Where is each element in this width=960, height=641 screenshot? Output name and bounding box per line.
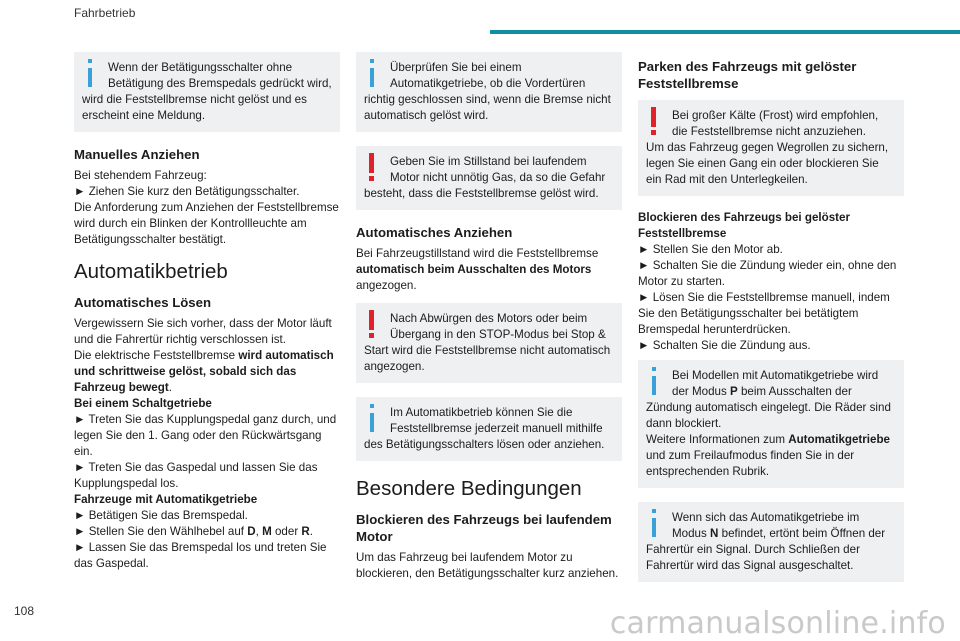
subheading: Fahrzeuge mit Automatikgetriebe [74, 493, 258, 506]
bold-text: N [710, 527, 719, 540]
text-run: . [309, 525, 314, 538]
info-text-line: Feststellbremse jederzeit manuell mithilfe [390, 422, 603, 435]
warning-icon [366, 153, 378, 181]
info-text-line: Wenn sich das Automatikgetriebe im [672, 511, 860, 524]
info-text: Fahrertür ein Signal. Durch Schließen der Fahrertür wird das Signal ausgeschaltet. [646, 543, 860, 572]
info-text-line: Im Automatikbetrieb können Sie die [390, 406, 573, 419]
info-text: des Betätigungsschalters lösen oder anziehen. [364, 438, 605, 451]
info-icon [366, 59, 378, 87]
info-text-line: Automatikgetriebe, ob die Vordertüren [390, 77, 586, 90]
warning-text-line: die Feststellbremse nicht anzuziehen. [672, 125, 866, 138]
warning-box [356, 303, 622, 383]
instruction-step: ► Ziehen Sie kurz den Betätigungsschalter. [74, 185, 300, 198]
instruction-step: ► Stellen Sie den Motor ab. [638, 243, 783, 256]
instruction-step: ► Betätigen Sie das Bremspedal. [74, 509, 248, 522]
info-text-line [646, 384, 896, 400]
page-number: 108 [14, 604, 35, 618]
paragraph: Bei stehendem Fahrzeug: [74, 169, 207, 182]
warning-text: Start wird die Feststellbremse nicht automatisch angezogen. [364, 344, 611, 373]
text-run: angezogen. [356, 279, 417, 292]
warning-box [356, 146, 622, 210]
warning-text-line: Bei großer Kälte (Frost) wird empfohlen, [672, 109, 879, 122]
paragraph [356, 246, 622, 294]
paragraph: Vergewissern Sie sich vorher, dass der Motor läuft und die Fahrertür richtig verschlossen ist. [74, 317, 332, 346]
text-run: und zum Freilaufmodus finden Sie in der entsprechenden Rubrik. [646, 449, 855, 478]
subheading: Bei einem Schaltgetriebe [74, 397, 212, 410]
instruction-step [74, 524, 340, 540]
bold-text: D [247, 525, 256, 538]
bold-text: automatisch beim Ausschalten des Motors [356, 263, 592, 276]
column-right [638, 52, 904, 596]
column-left [74, 52, 340, 572]
subheading: Blockieren des Fahrzeugs bei gelöster Feststellbremse [638, 211, 850, 240]
bold-text: P [730, 385, 738, 398]
info-box [74, 52, 340, 132]
paragraph: Um das Fahrzeug bei laufendem Motor zu blockieren, den Betätigungsschalter kurz anziehen. [356, 551, 619, 580]
text-run: Weitere Informationen zum [646, 433, 789, 446]
warning-text-line: Geben Sie im Stillstand bei laufendem [390, 155, 587, 168]
info-box [638, 360, 904, 488]
text-run: beim Ausschalten der [737, 385, 852, 398]
info-icon [84, 59, 96, 87]
paragraph [74, 348, 340, 396]
warning-text-line: Übergang in den STOP-Modus bei Stop & [390, 328, 606, 341]
text-run: . [168, 381, 172, 394]
info-text-line: Betätigung des Bremspedals gedrückt wird, [108, 77, 332, 90]
info-icon [366, 404, 378, 432]
warning-text: Um das Fahrzeug gegen Wegrollen zu sichern, legen Sie einen Gang ein oder blockieren Sie ein Rad mit den Unterlegkeilen. [646, 141, 889, 186]
bold-text: wird automatisch und schrittweise gelöst, sobald sich das Fahrzeug bewegt [74, 349, 334, 394]
text-run: , [255, 525, 263, 538]
header-accent-bar [490, 30, 960, 34]
text-run: ► Stellen Sie den Wählhebel auf [74, 525, 248, 538]
paragraph: Die Anforderung zum Anziehen der Feststellbremse wird durch ein Blinken der Kontrollleuchte am Betätigungsschalter bestätigt. [74, 201, 339, 246]
chapter-heading: Besondere Bedingungen [356, 477, 582, 500]
warning-text: besteht, dass die Feststellbremse gelöst wird. [364, 187, 599, 200]
info-text-line: Bei Modellen mit Automatikgetriebe wird [672, 369, 879, 382]
header-section-label: Fahrbetrieb [74, 6, 136, 20]
instruction-step: ► Lassen Sie das Bremspedal los und treten Sie das Gaspedal. [74, 541, 327, 570]
section-heading: Automatisches Lösen [74, 295, 212, 310]
info-text-line [646, 526, 896, 542]
instruction-step: ► Lösen Sie die Feststellbremse manuell, indem Sie den Betätigungsschalter bei betätigtem Bremspedal herunterdrücken. [638, 291, 890, 336]
text-run: Die elektrische Feststellbremse [74, 349, 239, 362]
watermark: carmanualsonline.info [609, 606, 946, 641]
warning-text-line: Motor nicht unnötig Gas, da so die Gefahr [390, 171, 606, 184]
info-text: richtig geschlossen sind, wenn die Bremse nicht automatisch gelöst wird. [364, 93, 611, 122]
info-icon [648, 509, 660, 537]
text-run: oder [271, 525, 302, 538]
info-text: wird die Feststellbremse nicht gelöst und es erscheint eine Meldung. [82, 93, 307, 122]
section-heading: Parken des Fahrzeugs mit gelöster Feststellbremse [638, 59, 857, 91]
instruction-step: ► Schalten Sie die Zündung wieder ein, ohne den Motor zu starten. [638, 259, 897, 288]
warning-text-line: Nach Abwürgen des Motors oder beim [390, 312, 588, 325]
info-icon [648, 367, 660, 395]
chapter-heading: Automatikbetrieb [74, 260, 228, 283]
info-box [356, 397, 622, 461]
info-text-line: Wenn der Betätigungsschalter ohne [108, 61, 293, 74]
info-text: Zündung automatisch eingelegt. Die Räder sind dann blockiert. [646, 401, 891, 430]
text-run: der Modus [672, 385, 730, 398]
instruction-step: ► Schalten Sie die Zündung aus. [638, 339, 811, 352]
bold-text: R [301, 525, 310, 538]
bold-text: Automatikgetriebe [788, 433, 890, 446]
section-heading: Blockieren des Fahrzeugs bei laufendem Motor [356, 512, 612, 544]
info-box [638, 502, 904, 582]
info-text-line: Überprüfen Sie bei einem [390, 61, 522, 74]
warning-box [638, 100, 904, 196]
info-text [646, 432, 896, 480]
text-run: Modus [672, 527, 711, 540]
section-heading: Automatisches Anziehen [356, 225, 513, 240]
warning-icon [366, 310, 378, 338]
text-run: Bei Fahrzeugstillstand wird die Feststellbremse [356, 247, 599, 260]
instruction-step: ► Treten Sie das Kupplungspedal ganz durch, und legen Sie den 1. Gang oder den Rückwärtsgang ein. [74, 413, 337, 458]
column-middle [356, 52, 622, 582]
warning-icon [648, 107, 660, 135]
bold-text: M [262, 525, 272, 538]
section-heading: Manuelles Anziehen [74, 147, 200, 162]
text-run: befindet, ertönt beim Öffnen der [718, 527, 886, 540]
instruction-step: ► Treten Sie das Gaspedal und lassen Sie das Kupplungspedal los. [74, 461, 318, 490]
info-box [356, 52, 622, 132]
